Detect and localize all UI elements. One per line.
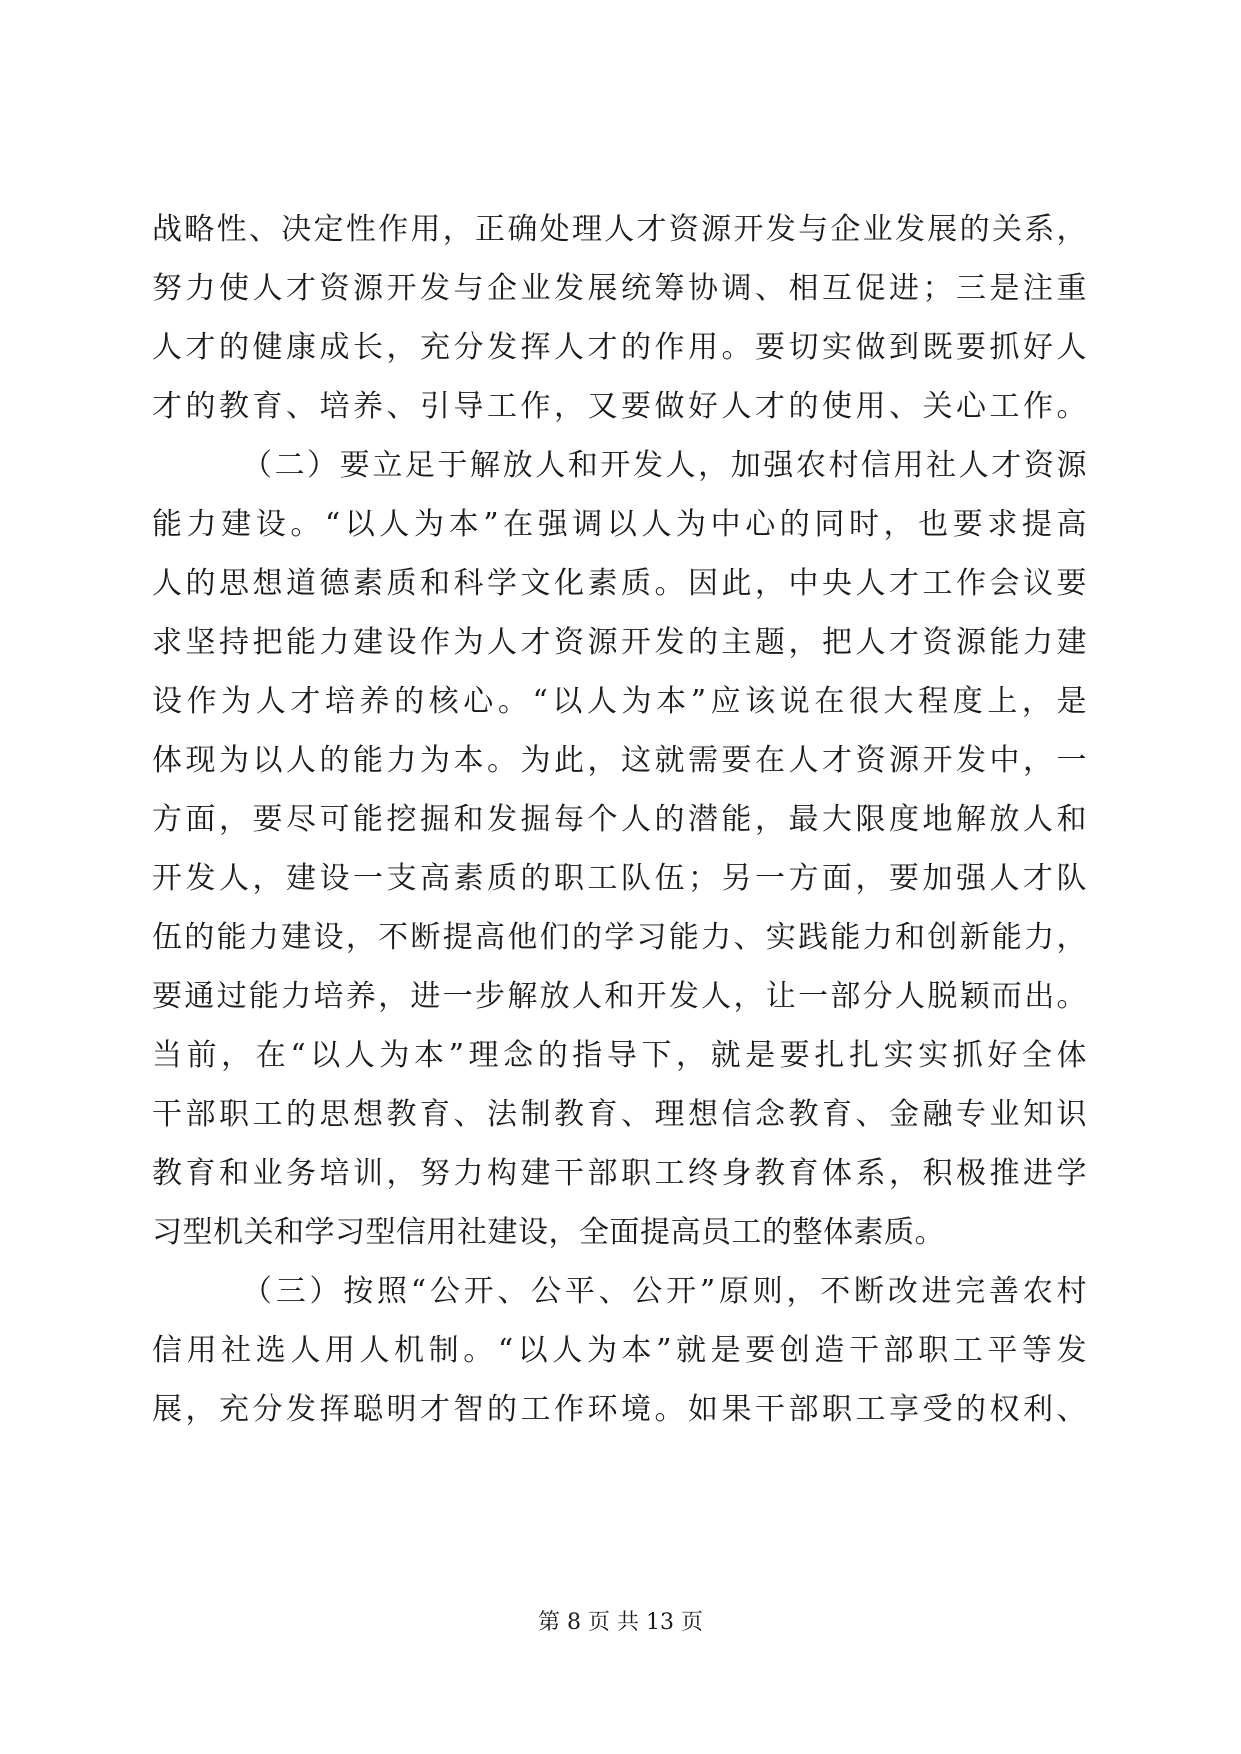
text-line: 战略性、决定性作用，正确处理人才资源开发与企业发展的关系，: [152, 212, 1087, 247]
text-line: 信用社选人用人机制。“以人为本”就是要创造干部职工平等发: [152, 1333, 1087, 1368]
text-line: 能力建设。“以人为本”在强调以人为中心的同时，也要求提高: [152, 507, 1087, 542]
paragraph-start-line: （三）按照“公开、公平、公开”原则，不断改进完善农村: [242, 1274, 1087, 1309]
text-line: 设作为人才培养的核心。“以人为本”应该说在很大程度上，是: [152, 684, 1087, 719]
text-line: 求坚持把能力建设作为人才资源开发的主题，把人才资源能力建: [152, 625, 1087, 660]
text-line: 要通过能力培养，进一步解放人和开发人，让一部分人脱颖而出。: [152, 979, 1087, 1014]
page-number-footer: 第 8 页 共 13 页: [538, 1610, 703, 1635]
text-line: 方面，要尽可能挖掘和发掘每个人的潜能，最大限度地解放人和: [152, 802, 1087, 837]
text-line: 人的思想道德素质和科学文化素质。因此，中央人才工作会议要: [152, 566, 1087, 601]
text-line: 习型机关和学习型信用社建设，全面提高员工的整体素质。: [152, 1215, 945, 1250]
text-line: 才的教育、培养、引导工作，又要做好人才的使用、关心工作。: [152, 389, 1087, 424]
paragraph-start-line: （二）要立足于解放人和开发人，加强农村信用社人才资源: [242, 448, 1087, 483]
text-line: 教育和业务培训，努力构建干部职工终身教育体系，积极推进学: [152, 1156, 1087, 1191]
text-line: 开发人，建设一支高素质的职工队伍；另一方面，要加强人才队: [152, 861, 1087, 896]
body-text: [152, 200, 1087, 1439]
text-line: 当前，在“以人为本”理念的指导下，就是要扎扎实实抓好全体: [152, 1038, 1087, 1073]
text-line: 人才的健康成长，充分发挥人才的作用。要切实做到既要抓好人: [152, 330, 1087, 365]
text-line: 体现为以人的能力为本。为此，这就需要在人才资源开发中，一: [152, 743, 1087, 778]
text-line: 伍的能力建设，不断提高他们的学习能力、实践能力和创新能力，: [152, 920, 1087, 955]
text-line: 干部职工的思想教育、法制教育、理想信念教育、金融专业知识: [152, 1097, 1087, 1132]
text-line: 努力使人才资源开发与企业发展统筹协调、相互促进；三是注重: [152, 271, 1087, 306]
text-line: 展，充分发挥聪明才智的工作环境。如果干部职工享受的权利、: [152, 1392, 1087, 1427]
